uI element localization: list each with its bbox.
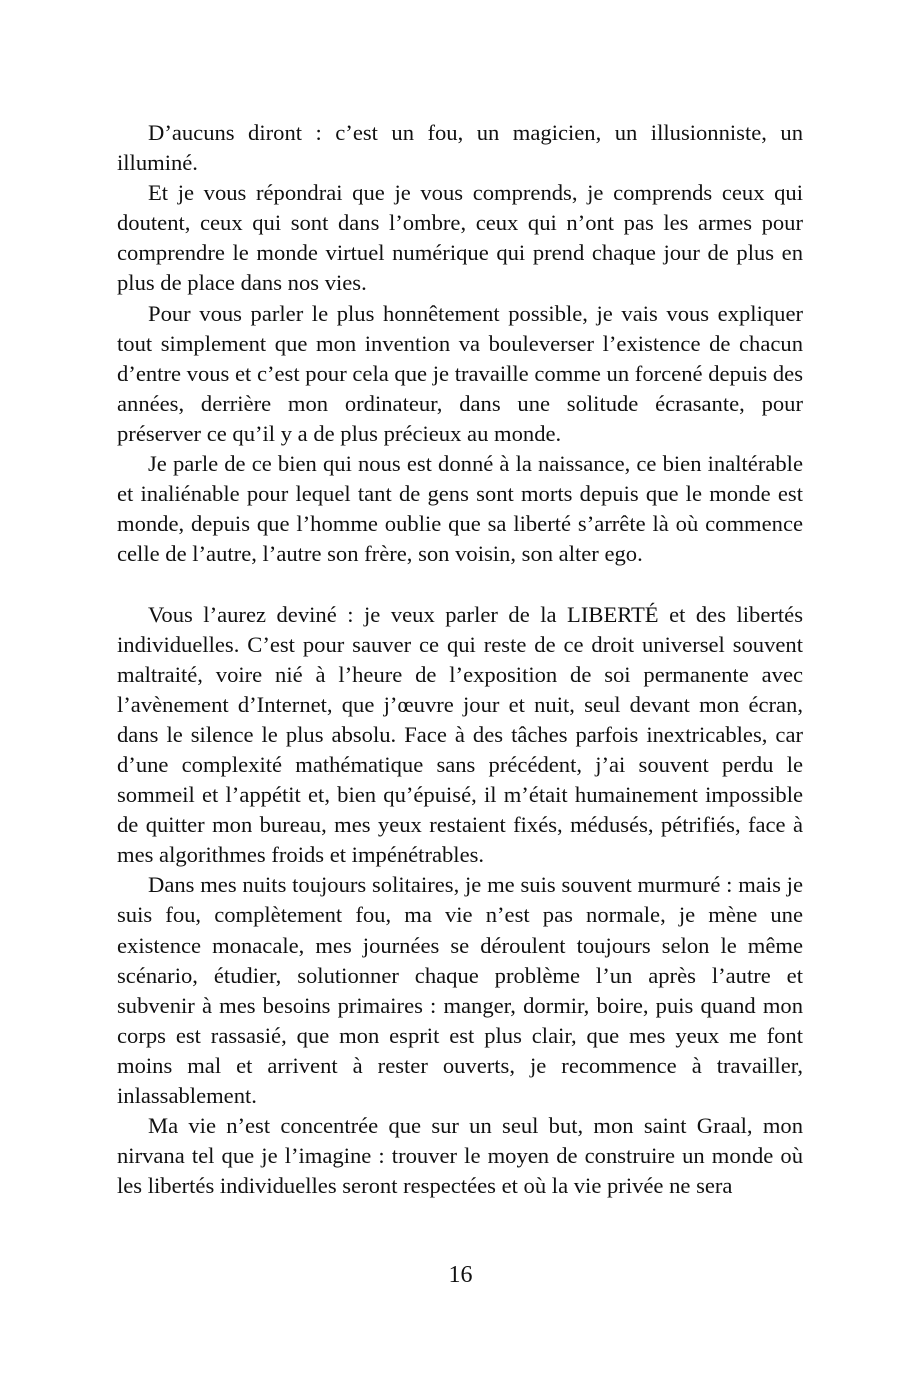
paragraph: Pour vous parler le plus honnêtement possible, je vais vous expliquer tout simplement que mon invention va bouleverser l’existence de chacun d’entre vous et c’est pour cela que je travaille comme un forcené depuis des années, derrière mon ordinateur, dans une solitude écrasante, pour préserver ce qu’il y a de plus précieux au monde. — [117, 300, 803, 446]
paragraph: Vous l’aurez deviné : je veux parler de la LIBERTÉ et des libertés individuelles. C’est pour sauver ce qui reste de ce droit universel souvent maltraité, voire nié à l’heure de l’exposition de soi permanente avec l’avènement d’Internet, que j’œuvre jour et nuit, seul devant mon écran, dans le silence le plus absolu. Face à des tâches parfois inextricables, car d’une complexité mathématique sans précédent, j’ai souvent perdu le sommeil et l’appétit et, bien qu’épuisé, il m’était humainement impossible de quitter mon bureau, mes yeux restaient fixés, médusés, pétrifiés, face à mes algorithmes froids et impénétrables. — [117, 601, 803, 868]
section-break — [117, 569, 803, 599]
paragraph: Ma vie n’est concentrée que sur un seul but, mon saint Graal, mon nirvana tel que je l’imagine : trouver le moyen de construire un monde où les libertés individuelles seront respectées et où la vie privée ne sera — [117, 1113, 803, 1199]
page-body — [117, 118, 803, 1201]
paragraph: D’aucuns diront : c’est un fou, un magicien, un illusionniste, un illuminé. — [117, 120, 803, 176]
paragraph: Je parle de ce bien qui nous est donné à la naissance, ce bien inaltérable et inaliénable pour lequel tant de gens sont morts depuis que le monde est monde, depuis que l’homme oublie que sa liberté s’arrête là où commence celle de l’autre, l’autre son frère, son voisin, son alter ego. — [117, 451, 803, 567]
paragraph: Dans mes nuits toujours solitaires, je me suis souvent murmuré : mais je suis fou, complètement fou, ma vie n’est pas normale, je mène une existence monacale, mes journées se déroulent toujours selon le même scénario, étudier, solutionner chaque problème l’un après l’autre et subvenir à mes besoins primaires : manger, dormir, boire, puis quand mon corps est rassasié, que mon esprit est plus clair, que mes yeux me font moins mal et arrivent à rester ouverts, je recommence à travailler, inlassablement. — [117, 872, 803, 1108]
page-number: 16 — [448, 1262, 473, 1288]
paragraph: Et je vous répondrai que je vous comprends, je comprends ceux qui doutent, ceux qui sont dans l’ombre, ceux qui n’ont pas les armes pour comprendre le monde virtuel numérique qui prend chaque jour de plus en plus de place dans nos vies. — [117, 180, 803, 296]
